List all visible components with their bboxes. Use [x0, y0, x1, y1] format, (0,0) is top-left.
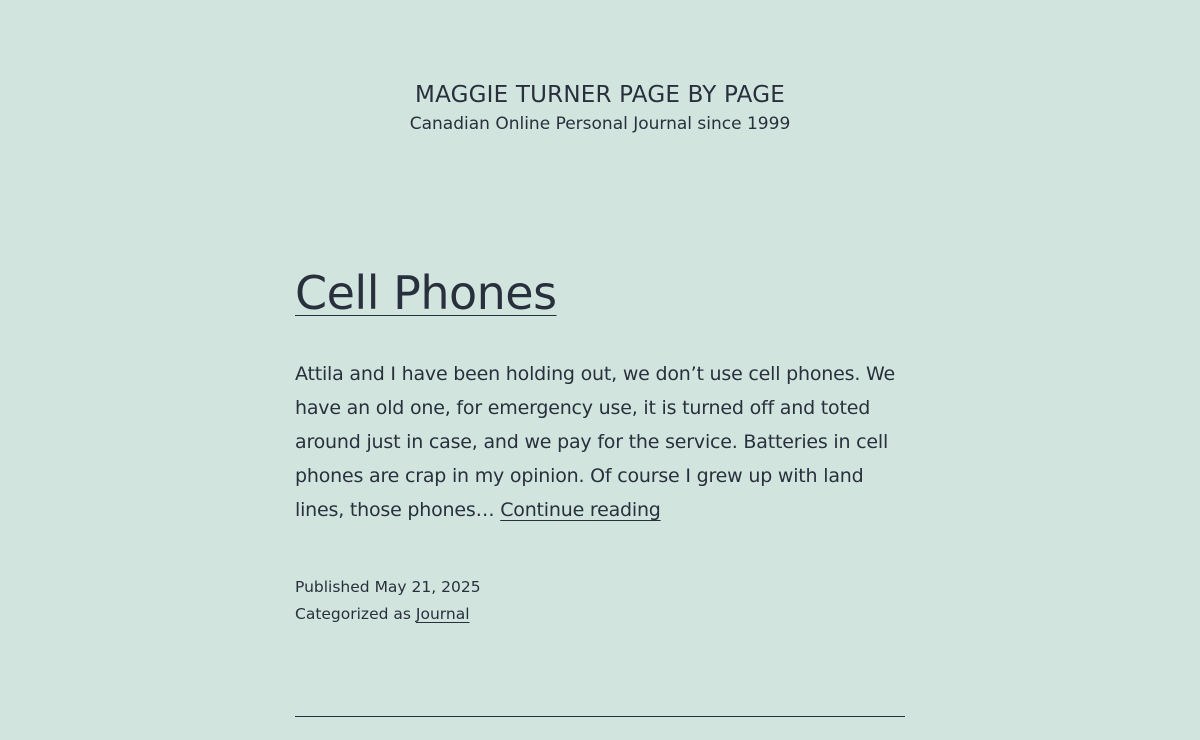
post-separator	[295, 716, 905, 717]
post-title-link[interactable]: Cell Phones	[295, 266, 557, 320]
published-line	[295, 574, 905, 601]
post-entry	[295, 262, 905, 628]
category-line	[295, 601, 905, 628]
post-excerpt	[295, 357, 905, 527]
post-meta	[295, 574, 905, 628]
site-tagline: Canadian Online Personal Journal since 1999	[409, 114, 791, 134]
site-title-link[interactable]: MAGGIE TURNER PAGE BY PAGE	[415, 82, 785, 108]
continue-reading-link[interactable]: Continue reading	[500, 499, 661, 521]
site-header	[0, 80, 1200, 135]
post-title	[295, 262, 905, 324]
categorized-label: Categorized as	[295, 605, 411, 623]
published-date: May 21, 2025	[374, 578, 481, 596]
post-excerpt-text: Attila and I have been holding out, we don’t use cell phones. We have an old one, for emergency use, it is turned off and toted around just in case, and we pay for the service. Batteries in cell phones are crap in my opinion. Of course I grew up with land lines, those phones…	[295, 363, 895, 521]
published-label: Published	[295, 578, 370, 596]
category-link-journal[interactable]: Journal	[415, 605, 470, 623]
